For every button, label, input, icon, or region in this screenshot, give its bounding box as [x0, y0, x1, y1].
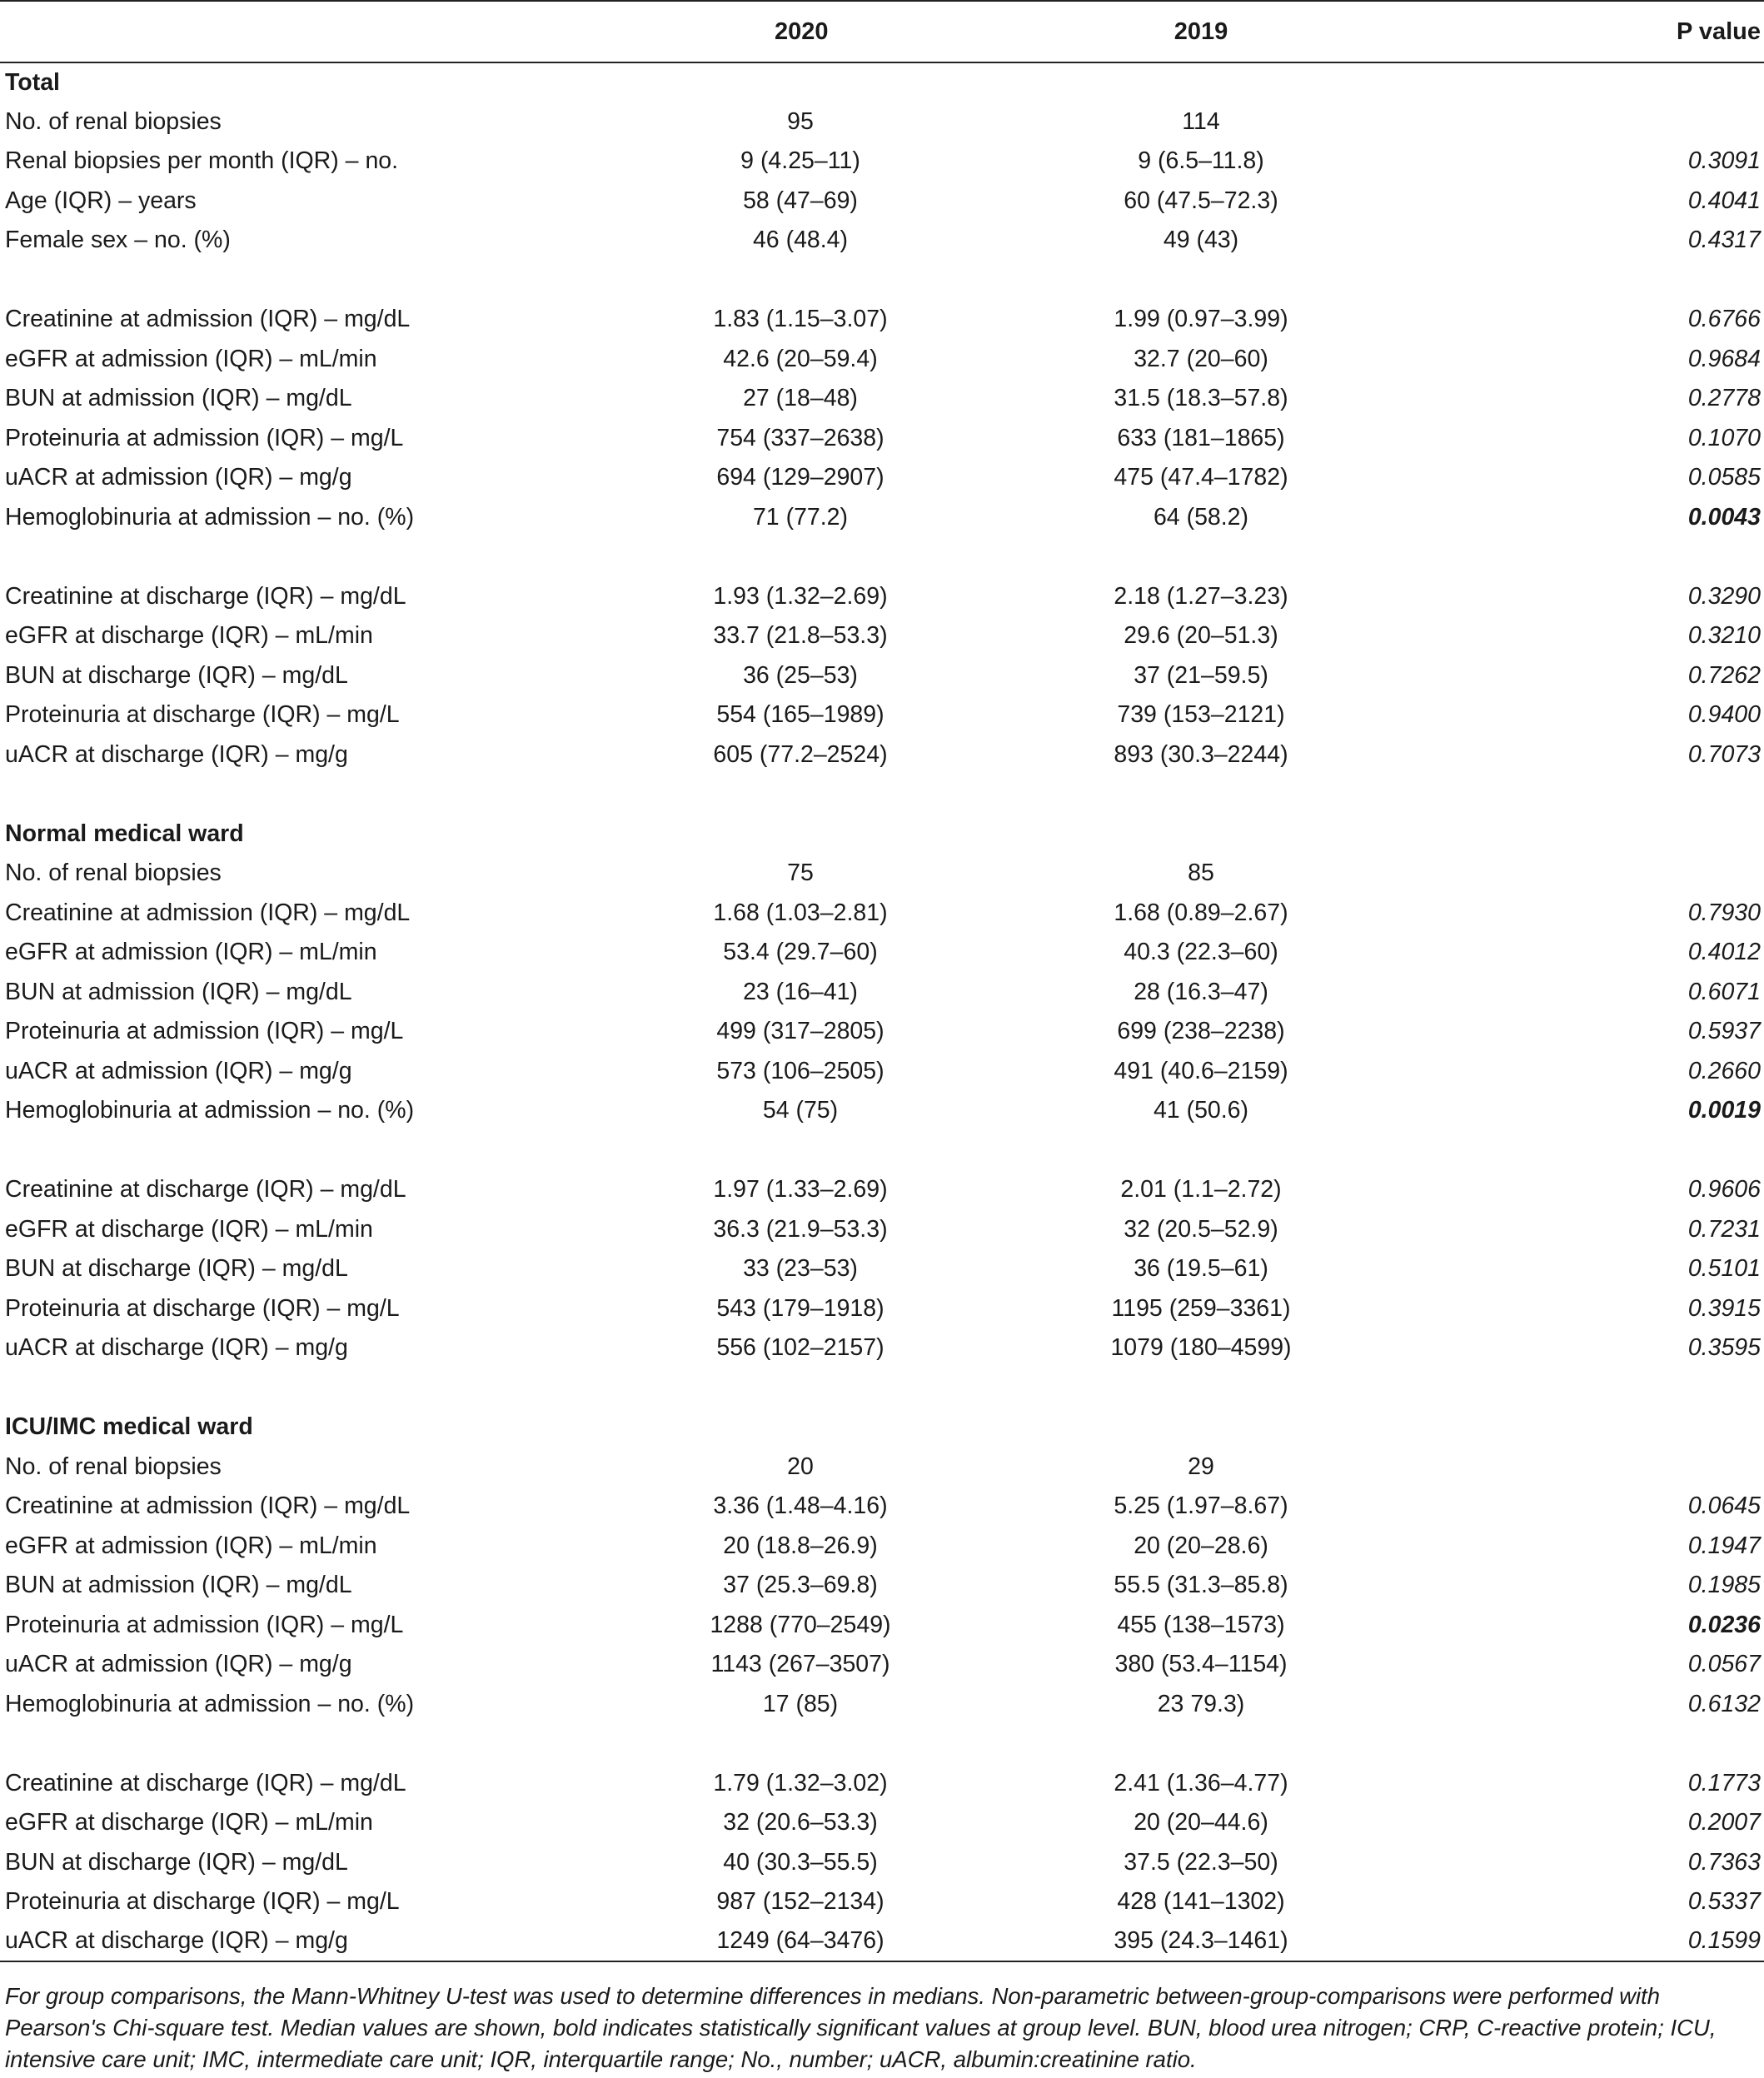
header-p-value-column: [1468, 1, 1764, 62]
section-header-row: [0, 62, 1764, 102]
value-2019: 55.5 (31.3–85.8): [1114, 1572, 1288, 1599]
spacer-row: [0, 1724, 1764, 1764]
value-2019: 9 (6.5–11.8): [1138, 147, 1264, 175]
p-value: 0.4041: [1687, 187, 1761, 214]
row-label: Proteinuria at discharge (IQR) – mg/L: [5, 701, 400, 729]
value-2019: 699 (238–2238): [1117, 1018, 1285, 1045]
value-2019: 64 (58.2): [1153, 503, 1249, 531]
value-2020: 1.68 (1.03–2.81): [713, 899, 888, 926]
value-2019: 1195 (259–3361): [1111, 1294, 1291, 1322]
table-row: [0, 1289, 1764, 1329]
value-2019: 36 (19.5–61): [1134, 1255, 1268, 1283]
value-2020: 605 (77.2–2524): [713, 740, 888, 768]
value-2020: 573 (106–2505): [716, 1057, 884, 1084]
value-2020: 33.7 (21.8–53.3): [713, 622, 888, 650]
table-row: [0, 933, 1764, 973]
p-value: 0.5937: [1687, 1018, 1761, 1045]
section-title: ICU/IMC medical ward: [5, 1413, 253, 1441]
value-2019: 41 (50.6): [1153, 1097, 1249, 1124]
value-2019: 37 (21–59.5): [1134, 661, 1268, 689]
value-2019: 114: [1182, 107, 1220, 135]
p-value: 0.6071: [1687, 978, 1761, 1005]
table-body: [0, 62, 1764, 1961]
row-label: eGFR at discharge (IQR) – mL/min: [5, 1215, 373, 1243]
value-2020: 33 (23–53): [743, 1255, 858, 1283]
table-row: [0, 973, 1764, 1013]
value-2020: 20 (18.8–26.9): [723, 1532, 878, 1559]
section-title: Normal medical ward: [5, 820, 244, 847]
value-2020: 36 (25–53): [743, 661, 858, 689]
table-row: [0, 656, 1764, 696]
row-label: Proteinuria at discharge (IQR) – mg/L: [5, 1888, 400, 1916]
value-2020: 694 (129–2907): [716, 464, 884, 491]
table-row: [0, 1012, 1764, 1052]
row-label: BUN at admission (IQR) – mg/dL: [5, 1572, 352, 1599]
value-2019: 380 (53.4–1154): [1114, 1651, 1288, 1678]
table-row: [0, 221, 1764, 261]
p-value: 0.1773: [1687, 1769, 1761, 1796]
table-row: [0, 616, 1764, 656]
value-2019: 23 79.3): [1157, 1690, 1245, 1717]
p-value: [1468, 1448, 1764, 1487]
value-2020: 46 (48.4): [752, 227, 849, 254]
value-2020: 36.3 (21.9–53.3): [713, 1215, 888, 1243]
spacer-cell: [0, 775, 1764, 815]
table-row: [0, 1052, 1764, 1092]
p-value: 0.7363: [1687, 1848, 1761, 1876]
row-label: No. of renal biopsies: [5, 1453, 222, 1480]
value-2020: 75: [787, 860, 814, 887]
value-2020: 20: [787, 1453, 814, 1480]
p-value-header-text: P value: [1676, 17, 1761, 45]
section-title: Total: [5, 68, 60, 96]
section-header-row: [0, 1408, 1764, 1448]
row-label: eGFR at admission (IQR) – mL/min: [5, 1532, 377, 1559]
value-2020: 1288 (770–2549): [710, 1611, 891, 1638]
table-row: [0, 419, 1764, 459]
table-row: [0, 1170, 1764, 1210]
value-2019: 633 (181–1865): [1117, 424, 1285, 451]
p-value: 0.7073: [1687, 740, 1761, 768]
spacer-row: [0, 261, 1764, 301]
p-value: 0.2660: [1687, 1057, 1761, 1084]
p-value: 0.5101: [1687, 1255, 1761, 1283]
row-label: BUN at admission (IQR) – mg/dL: [5, 978, 352, 1005]
row-label: Proteinuria at discharge (IQR) – mg/L: [5, 1294, 400, 1322]
table-row: [0, 1922, 1764, 1962]
row-label: BUN at discharge (IQR) – mg/dL: [5, 661, 348, 689]
row-label: No. of renal biopsies: [5, 107, 222, 135]
row-label: eGFR at admission (IQR) – mL/min: [5, 345, 377, 372]
table-row: [0, 182, 1764, 222]
p-value: 0.0645: [1687, 1492, 1761, 1520]
table-row: [0, 695, 1764, 735]
value-2020: 42.6 (20–59.4): [723, 345, 878, 372]
table-row: [0, 1566, 1764, 1606]
value-2019: 5.25 (1.97–8.67): [1114, 1492, 1288, 1520]
table-row: [0, 1328, 1764, 1368]
value-2019: 28 (16.3–47): [1134, 978, 1268, 1005]
value-2020: 71 (77.2): [752, 503, 849, 531]
p-value: 0.6132: [1687, 1690, 1761, 1717]
value-2020: 9 (4.25–11): [740, 147, 860, 175]
row-label: eGFR at admission (IQR) – mL/min: [5, 939, 377, 966]
spacer-row: [0, 1368, 1764, 1408]
value-2020: 554 (165–1989): [716, 701, 884, 729]
row-label: Age (IQR) – years: [5, 187, 197, 214]
value-2019: 32 (20.5–52.9): [1124, 1215, 1278, 1243]
value-2020: 543 (179–1918): [716, 1294, 884, 1322]
value-2019: 60 (47.5–72.3): [1124, 187, 1278, 214]
value-2020: 1.79 (1.32–3.02): [713, 1769, 888, 1796]
p-value: 0.0585: [1687, 464, 1761, 491]
value-2020: 987 (152–2134): [716, 1888, 884, 1916]
p-value: 0.7231: [1687, 1215, 1761, 1243]
table-row: [0, 1685, 1764, 1725]
row-label: No. of renal biopsies: [5, 860, 222, 887]
p-value: 0.2778: [1687, 385, 1761, 412]
p-value: 0.1599: [1468, 1922, 1764, 1962]
row-label: uACR at admission (IQR) – mg/g: [5, 1057, 352, 1084]
p-value: 0.3091: [1687, 147, 1761, 175]
table-row: [0, 1487, 1764, 1527]
table-row: [0, 379, 1764, 419]
value-2019: 20 (20–44.6): [1134, 1809, 1268, 1836]
row-label: uACR at discharge (IQR) – mg/g: [5, 1334, 348, 1362]
value-2020: 54 (75): [762, 1097, 839, 1124]
value-2019: 2.41 (1.36–4.77): [1114, 1769, 1288, 1796]
value-2019: 739 (153–2121): [1117, 701, 1285, 729]
row-label: uACR at discharge (IQR) – mg/g: [5, 740, 348, 768]
value-2020: 1.97 (1.33–2.69): [713, 1176, 888, 1203]
row-label: Creatinine at discharge (IQR) – mg/dL: [5, 1176, 406, 1203]
p-value: 0.7262: [1687, 661, 1761, 689]
spacer-cell: [0, 261, 1764, 301]
value-2019: 37.5 (22.3–50): [1124, 1848, 1278, 1876]
table-row: [0, 1764, 1764, 1804]
p-value: 0.9606: [1687, 1176, 1761, 1203]
row-label: Hemoglobinuria at admission – no. (%): [5, 1097, 415, 1124]
p-value: 0.9400: [1687, 701, 1761, 729]
table-row: [0, 1882, 1764, 1922]
header-label-column: [0, 1, 666, 62]
value-2020: 1.93 (1.32–2.69): [713, 582, 888, 610]
value-2019: 85: [1188, 860, 1214, 887]
value-2019: 49 (43): [1163, 227, 1239, 254]
table-row: [0, 735, 1764, 775]
table-row: [0, 142, 1764, 182]
spacer-row: [0, 775, 1764, 815]
value-2020: 32 (20.6–53.3): [723, 1809, 878, 1836]
row-label: Creatinine at admission (IQR) – mg/dL: [5, 899, 411, 926]
value-2019: 2.01 (1.1–2.72): [1120, 1176, 1282, 1203]
value-2020: 40 (30.3–55.5): [723, 1848, 878, 1876]
row-label: Proteinuria at admission (IQR) – mg/L: [5, 1018, 404, 1045]
value-2019: 29.6 (20–51.3): [1124, 622, 1278, 650]
table-row: [0, 1645, 1764, 1685]
row-label: Renal biopsies per month (IQR) – no.: [5, 147, 399, 175]
table-row: [0, 300, 1764, 340]
value-2019: 20 (20–28.6): [1134, 1532, 1268, 1559]
value-2019: 455 (138–1573): [1117, 1611, 1285, 1638]
p-value: 0.3595: [1687, 1334, 1761, 1362]
table-row: [0, 458, 1764, 498]
table-row: [0, 1843, 1764, 1883]
row-label: eGFR at discharge (IQR) – mL/min: [5, 622, 373, 650]
row-label: Female sex – no. (%): [5, 227, 231, 254]
value-2019: 395 (24.3–1461): [934, 1922, 1468, 1962]
spacer-row: [0, 1131, 1764, 1171]
spacer-cell: [0, 1724, 1764, 1764]
p-value: 0.5337: [1687, 1888, 1761, 1916]
table-row: [0, 1448, 1764, 1487]
spacer-cell: [0, 1368, 1764, 1408]
row-label: Creatinine at admission (IQR) – mg/dL: [5, 306, 411, 333]
row-label: Proteinuria at admission (IQR) – mg/L: [5, 1611, 404, 1638]
value-2019: 31.5 (18.3–57.8): [1114, 385, 1288, 412]
value-2020: 1249 (64–3476): [666, 1922, 934, 1962]
row-label: Creatinine at discharge (IQR) – mg/dL: [5, 582, 406, 610]
p-value: 0.1070: [1687, 424, 1761, 451]
header-row: [0, 1, 1764, 62]
value-2019: 893 (30.3–2244): [1114, 740, 1288, 768]
value-2019: 1079 (180–4599): [1110, 1334, 1292, 1362]
row-label: uACR at discharge (IQR) – mg/g: [0, 1922, 666, 1962]
value-2020: 58 (47–69): [743, 187, 858, 214]
table-row: [0, 577, 1764, 617]
value-2019: 32.7 (20–60): [1134, 345, 1268, 372]
value-2020: 53.4 (29.7–60): [723, 939, 878, 966]
spacer-cell: [0, 1131, 1764, 1171]
value-2020: 37 (25.3–69.8): [723, 1572, 878, 1599]
p-value: 0.9684: [1687, 345, 1761, 372]
value-2019: 40.3 (22.3–60): [1124, 939, 1278, 966]
header-2020-column: 2020: [666, 1, 934, 62]
p-value: 0.1985: [1687, 1572, 1761, 1599]
value-2020: 27 (18–48): [743, 385, 858, 412]
p-value: 0.3915: [1687, 1294, 1761, 1322]
table-row: [0, 498, 1764, 538]
value-2019: 491 (40.6–2159): [1114, 1057, 1288, 1084]
row-label: BUN at discharge (IQR) – mg/dL: [5, 1255, 348, 1283]
table-row: [0, 854, 1764, 894]
row-label: Creatinine at admission (IQR) – mg/dL: [5, 1492, 411, 1520]
value-2019: 1.99 (0.97–3.99): [1114, 306, 1288, 333]
value-2020: 499 (317–2805): [716, 1018, 884, 1045]
table-row: [0, 340, 1764, 380]
p-value: 0.2007: [1687, 1809, 1761, 1836]
value-2019: 29: [1188, 1453, 1214, 1480]
row-label: eGFR at discharge (IQR) – mL/min: [5, 1809, 373, 1836]
section-header-row: [0, 815, 1764, 855]
row-label: BUN at discharge (IQR) – mg/dL: [5, 1848, 348, 1876]
p-value: [1468, 854, 1764, 894]
value-2019: 1.68 (0.89–2.67): [1114, 899, 1288, 926]
table-row: [0, 1803, 1764, 1843]
table-row: [0, 1091, 1764, 1131]
table-row: [0, 1210, 1764, 1250]
value-2020: 556 (102–2157): [716, 1334, 884, 1362]
p-value: 0.0043: [1687, 503, 1761, 531]
value-2020: 754 (337–2638): [716, 424, 884, 451]
row-label: uACR at admission (IQR) – mg/g: [5, 1651, 352, 1678]
p-value: 0.0236: [1687, 1611, 1761, 1638]
value-2020: 95: [787, 107, 814, 135]
table-row: [0, 894, 1764, 934]
p-value: 0.0019: [1687, 1097, 1761, 1124]
p-value: 0.3210: [1687, 622, 1761, 650]
table-row: [0, 1249, 1764, 1289]
value-2019: 475 (47.4–1782): [1114, 464, 1288, 491]
p-value: 0.1947: [1687, 1532, 1761, 1559]
p-value: 0.7930: [1687, 899, 1761, 926]
row-label: uACR at admission (IQR) – mg/g: [5, 464, 352, 491]
p-value: 0.0567: [1687, 1651, 1761, 1678]
spacer-cell: [0, 537, 1764, 577]
row-label: Hemoglobinuria at admission – no. (%): [5, 1690, 415, 1717]
value-2019: 428 (141–1302): [1117, 1888, 1285, 1916]
row-label: Proteinuria at admission (IQR) – mg/L: [5, 424, 404, 451]
value-2020: 1.83 (1.15–3.07): [713, 306, 888, 333]
table-footnote: For group comparisons, the Mann-Whitney U-test was used to determine differences in medians. Non-parametric between-group-comparisons were performed with Pearson's Chi-square test. Median values are shown, bold indicates statistically significant values at group level. BUN, blood urea nitrogen; CRP, C-reactive protein; ICU, intensive care unit; IMC, intermediate care unit; IQR, interquartile range; No., number; uACR, albumin:creatinine ratio.: [5, 1983, 1717, 2072]
p-value: [1468, 102, 1764, 142]
value-2019: 2.18 (1.27–3.23): [1114, 582, 1288, 610]
table-header: [0, 1, 1764, 62]
p-value: 0.6766: [1687, 306, 1761, 333]
p-value: 0.3290: [1687, 582, 1761, 610]
value-2020: 3.36 (1.48–4.16): [713, 1492, 888, 1520]
table-row: [0, 1527, 1764, 1567]
table-row: [0, 1606, 1764, 1646]
row-label: BUN at admission (IQR) – mg/dL: [5, 385, 352, 412]
value-2020: 17 (85): [762, 1690, 839, 1717]
value-2020: 1143 (267–3507): [710, 1651, 890, 1678]
row-label: Hemoglobinuria at admission – no. (%): [5, 503, 415, 531]
spacer-row: [0, 537, 1764, 577]
header-2019-column: 2019: [934, 1, 1468, 62]
row-label: Creatinine at discharge (IQR) – mg/dL: [5, 1769, 406, 1796]
p-value: 0.4317: [1687, 227, 1761, 254]
value-2020: 23 (16–41): [743, 978, 858, 1005]
table-row: [0, 102, 1764, 142]
p-value: 0.4012: [1687, 939, 1761, 966]
